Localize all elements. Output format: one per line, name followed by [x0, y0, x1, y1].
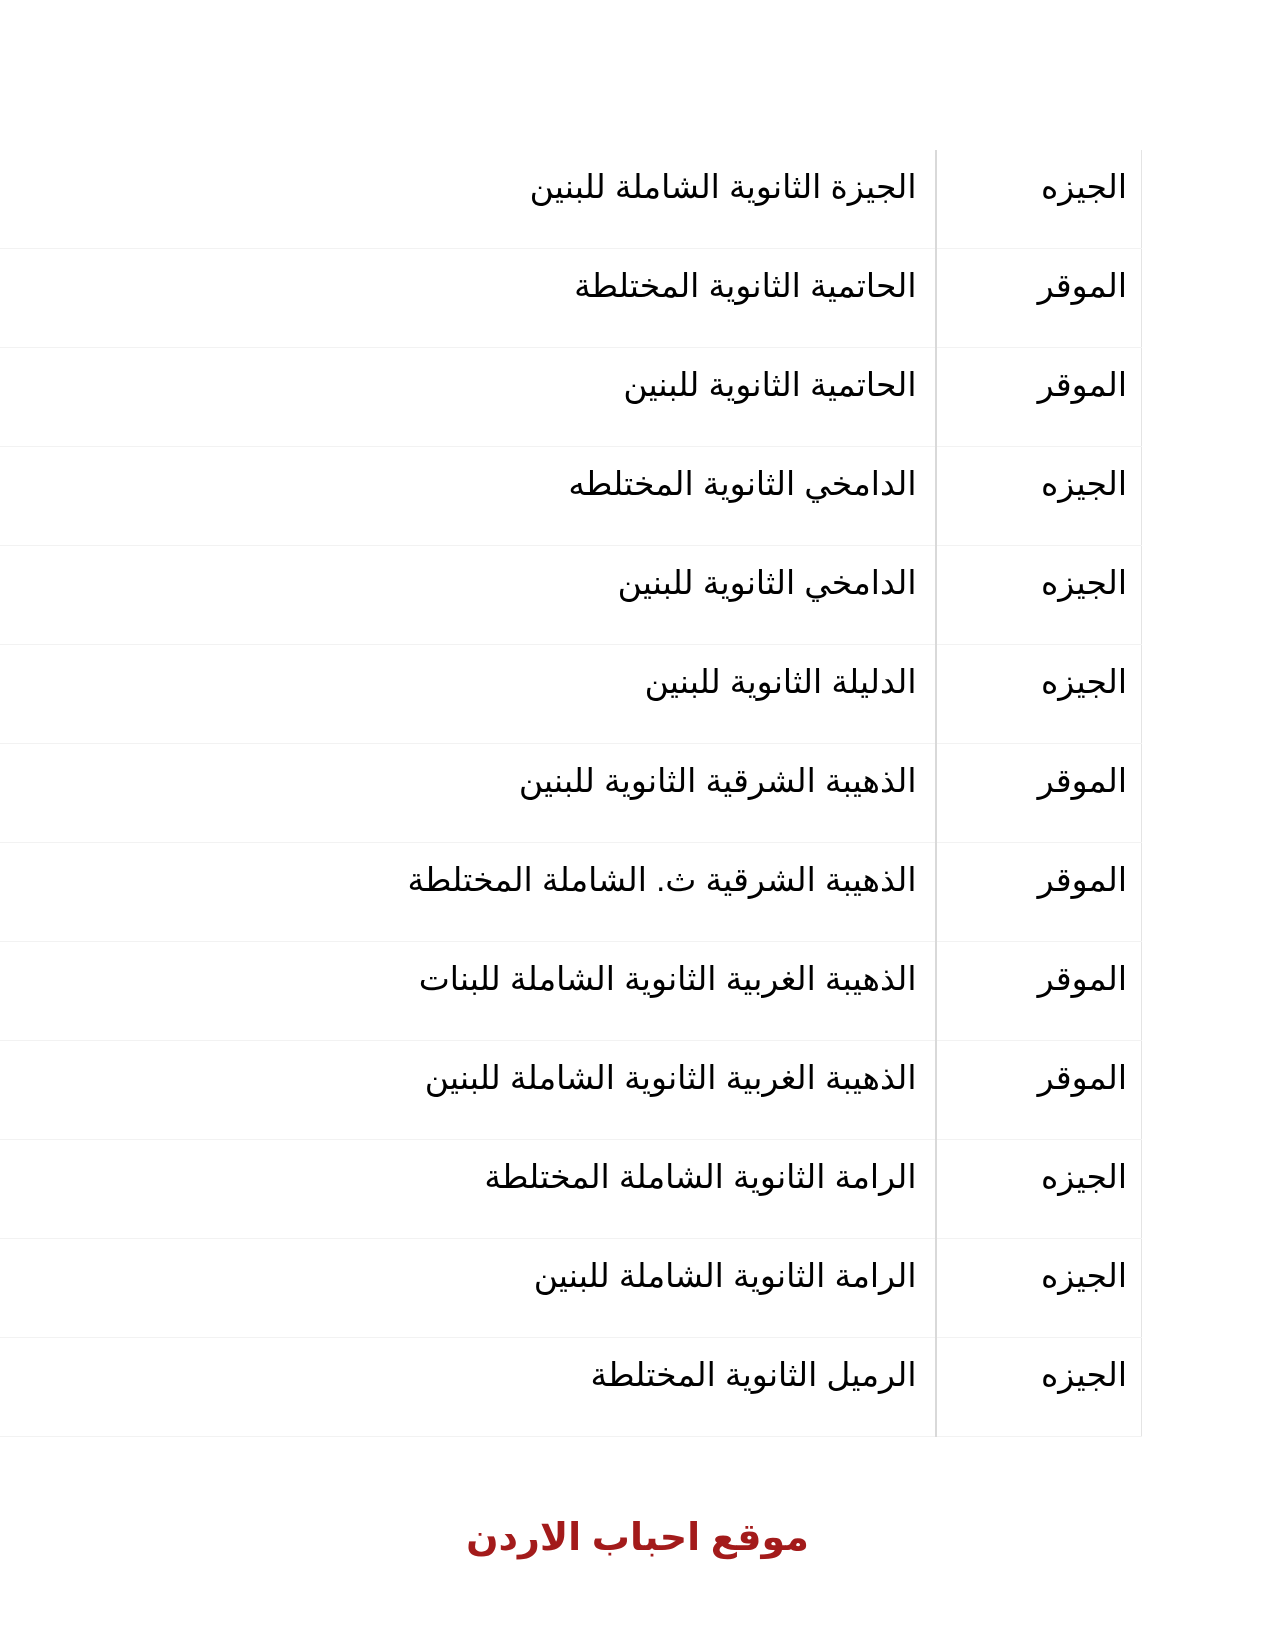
district-name: الموقر: [1037, 960, 1127, 997]
district-name: الجيزه: [1041, 465, 1127, 502]
school-name: الذهيبة الغربية الثانوية الشاملة للبنات: [418, 960, 917, 997]
school-cell: [0, 348, 936, 447]
school-name: الرامة الثانوية الشاملة المختلطة: [484, 1158, 917, 1195]
district-cell: [936, 1239, 1142, 1338]
school-name: الدليلة الثانوية للبنين: [644, 663, 917, 700]
district-name: الجيزه: [1041, 663, 1127, 700]
table-row: [0, 150, 1142, 249]
district-cell: [936, 744, 1142, 843]
table-row: [0, 744, 1142, 843]
district-cell: [936, 1041, 1142, 1140]
district-name: الجيزه: [1041, 564, 1127, 601]
table-row: [0, 843, 1142, 942]
district-cell: [936, 942, 1142, 1041]
school-name: الحاتمية الثانوية للبنين: [623, 366, 917, 403]
district-cell: [936, 447, 1142, 546]
district-cell: [936, 843, 1142, 942]
district-cell: [936, 1140, 1142, 1239]
district-cell: [936, 1338, 1142, 1437]
table-row: [0, 348, 1142, 447]
district-name: الجيزه: [1041, 168, 1127, 205]
site-brand-footer: موقع احباب الاردن: [466, 1517, 809, 1559]
school-cell: [0, 150, 936, 249]
district-name: الموقر: [1037, 861, 1127, 898]
school-name: الرميل الثانوية المختلطة: [590, 1356, 917, 1393]
school-name: الدامخي الثانوية المختلطه: [568, 465, 917, 502]
school-cell: [0, 447, 936, 546]
school-cell: [0, 1041, 936, 1140]
school-cell: [0, 744, 936, 843]
table-row: [0, 942, 1142, 1041]
district-cell: [936, 150, 1142, 249]
school-cell: [0, 645, 936, 744]
district-cell: [936, 348, 1142, 447]
school-cell: [0, 1338, 936, 1437]
school-name: الذهيبة الشرقية الثانوية للبنين: [518, 762, 917, 799]
school-cell: [0, 546, 936, 645]
table-row: [0, 1140, 1142, 1239]
district-cell: [936, 645, 1142, 744]
table-row: [0, 1041, 1142, 1140]
district-name: الجيزه: [1041, 1257, 1127, 1294]
school-cell: [0, 1140, 936, 1239]
table-row: [0, 1338, 1142, 1437]
school-name: الذهيبة الشرقية ث. الشاملة المختلطة: [407, 861, 917, 898]
school-cell: [0, 942, 936, 1041]
district-cell: [936, 546, 1142, 645]
table-row: [0, 447, 1142, 546]
district-name: الموقر: [1037, 1059, 1127, 1096]
district-name: الموقر: [1037, 762, 1127, 799]
school-name: الدامخي الثانوية للبنين: [617, 564, 917, 601]
table-row: [0, 1239, 1142, 1338]
district-name: الجيزه: [1041, 1356, 1127, 1393]
school-cell: [0, 843, 936, 942]
table-row: [0, 645, 1142, 744]
school-cell: [0, 1239, 936, 1338]
table-row: [0, 546, 1142, 645]
school-name: الجيزة الثانوية الشاملة للبنين: [529, 168, 917, 205]
district-cell: [936, 249, 1142, 348]
table-row: [0, 249, 1142, 348]
school-name: الرامة الثانوية الشاملة للبنين: [533, 1257, 917, 1294]
district-name: الموقر: [1037, 366, 1127, 403]
school-cell: [0, 249, 936, 348]
school-name: الذهيبة الغربية الثانوية الشاملة للبنين: [424, 1059, 917, 1096]
district-name: الموقر: [1037, 267, 1127, 304]
district-name: الجيزه: [1041, 1158, 1127, 1195]
school-name: الحاتمية الثانوية المختلطة: [574, 267, 917, 304]
schools-table: [0, 150, 1142, 1437]
